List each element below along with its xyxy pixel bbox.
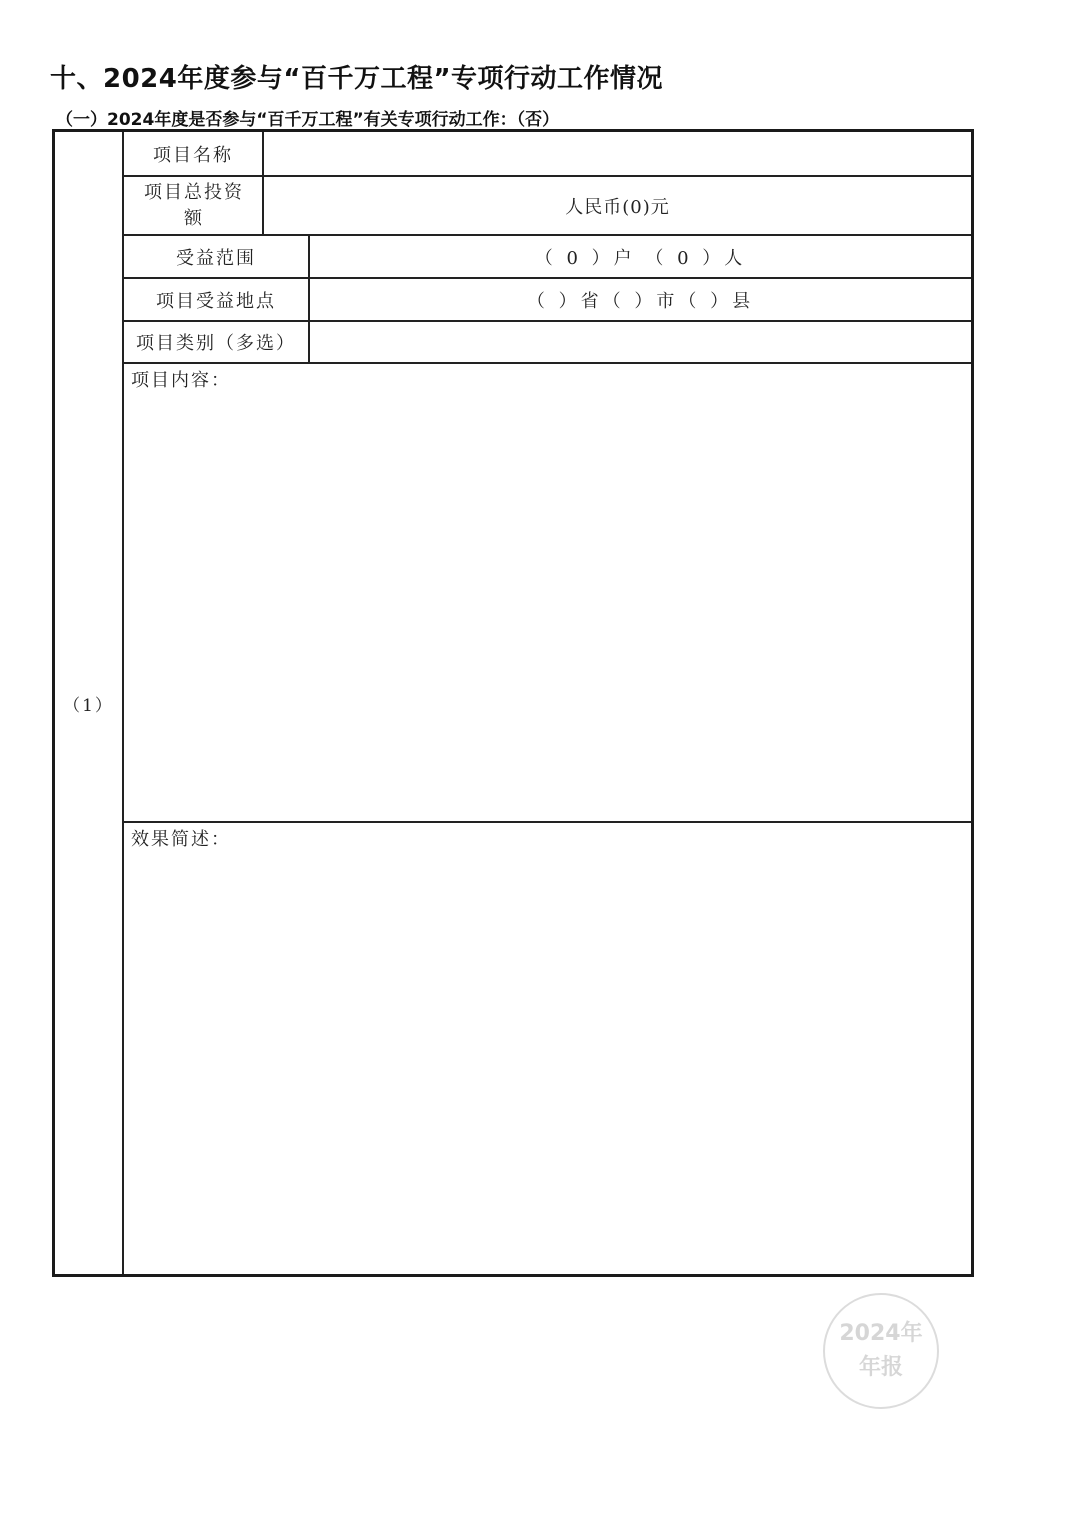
total-investment-value[interactable]: 人民币(0)元 <box>565 196 670 218</box>
beneficiary-location-label: 项目受益地点 <box>156 290 276 312</box>
beneficiary-location-value[interactable]: （ ）省（ ）市（ ）县 <box>526 290 755 312</box>
beneficiary-scope-value[interactable]: （ 0 ）户 （ 0 ）人 <box>534 247 747 269</box>
project-name-value[interactable] <box>264 132 971 175</box>
section-title: 十、2024年度参与“百千万工程”专项行动工作情况 <box>50 64 664 94</box>
effect-summary-area[interactable] <box>124 853 971 1274</box>
participation-question: （一）2024年度是否参与“百千万工程”有关专项行动工作：（否） <box>56 110 560 130</box>
stamp-label: 年报 <box>858 1355 903 1380</box>
project-form-table <box>52 129 974 1277</box>
effect-summary-label: 效果简述： <box>131 829 231 850</box>
annual-report-stamp <box>823 1293 939 1409</box>
project-name-label: 项目名称 <box>153 144 233 166</box>
total-investment-label: 项目总投资额 <box>144 181 244 229</box>
beneficiary-scope-label: 受益范围 <box>176 247 256 269</box>
project-content-area[interactable] <box>124 394 971 821</box>
row-index: （1） <box>63 695 114 716</box>
stamp-year: 2024年 <box>839 1321 923 1346</box>
project-category-label: 项目类别（多选） <box>136 333 296 354</box>
row-divider-5 <box>124 362 971 364</box>
project-category-value[interactable] <box>310 322 971 362</box>
row-divider-6 <box>124 821 971 823</box>
project-content-label: 项目内容： <box>131 370 231 391</box>
